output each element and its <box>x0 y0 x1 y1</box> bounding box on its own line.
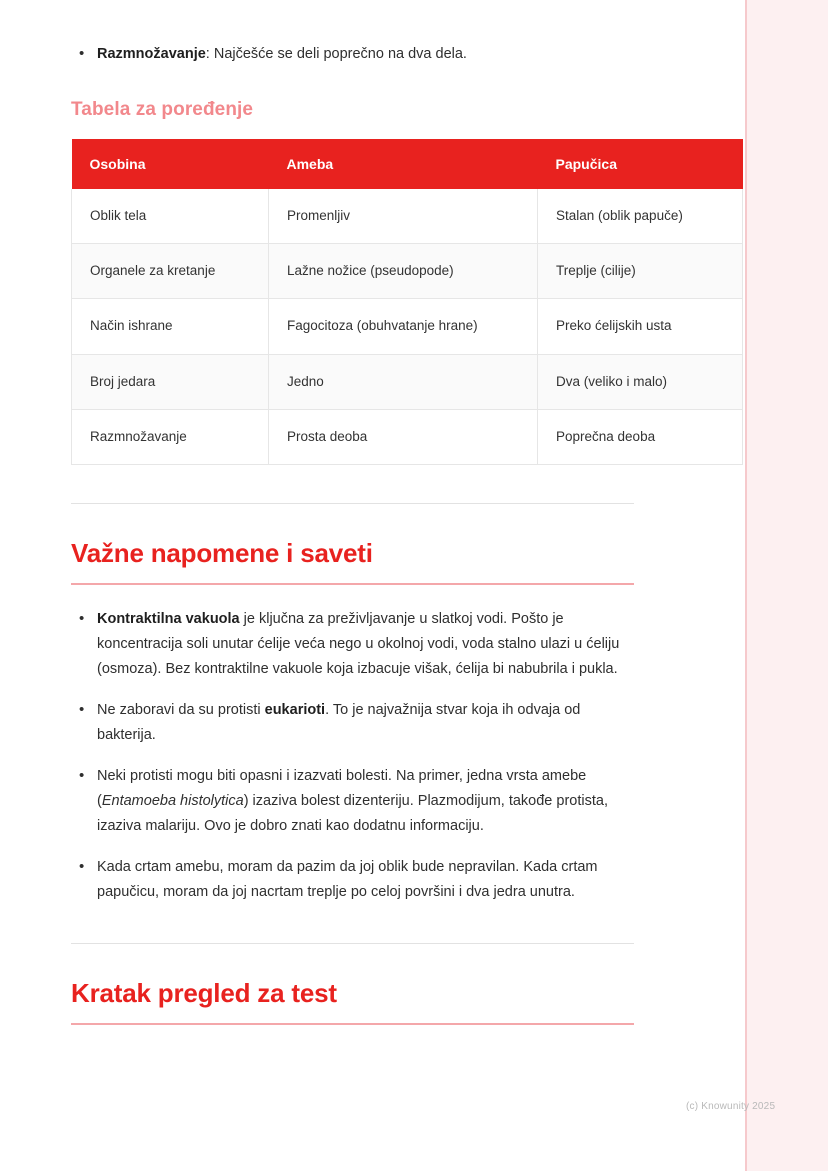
table-row <box>72 299 743 354</box>
table-cell: Broj jedara <box>72 354 269 409</box>
note-text-post: . To je najvažnija stvar koja ih odvaja od bakterija. <box>97 702 581 744</box>
note-lead-term: Kontraktilna vakuola <box>97 611 240 628</box>
table-cell: Fagocitoza (obuhvatanje hrane) <box>269 299 538 354</box>
table-row <box>72 410 743 465</box>
table-cell: Treplje (cilije) <box>538 244 743 299</box>
table-cell: Oblik tela <box>72 189 269 244</box>
table-cell: Jedno <box>269 354 538 409</box>
right-side-strip <box>745 0 828 1171</box>
section-divider <box>71 943 634 944</box>
table-cell: Stalan (oblik papuče) <box>538 189 743 244</box>
note-text: je ključna za preživljavanje u slatkoj vodi. Pošto je koncentracija soli unutar ćelije veća nego u okolnoj vodi, voda stalno ulazi u ćeliju (osmoza). Bez kontraktilne vakuole koja izbacuje višak, ćelija bi nabubrila i pukla. <box>97 611 620 678</box>
table-cell: Prosta deoba <box>269 410 538 465</box>
list-item <box>71 855 636 905</box>
note-text-pre: Neki protisti mogu biti opasni i izazvati bolesti. Na primer, jedna vrsta amebe ( <box>97 767 587 809</box>
copyright-note: (c) Knowunity 2025 <box>686 1101 776 1112</box>
list-item <box>71 607 636 682</box>
table-cell: Promenljiv <box>269 189 538 244</box>
table-header-row <box>72 139 743 189</box>
table-head <box>72 139 743 189</box>
table-cell: Preko ćelijskih usta <box>538 299 743 354</box>
table-cell: Organele za kretanje <box>72 244 269 299</box>
section-divider <box>71 503 634 504</box>
table-row <box>72 244 743 299</box>
intro-bullet-list <box>71 42 636 67</box>
list-item <box>71 764 636 839</box>
comparison-table <box>71 139 743 465</box>
notes-section-title: Važne napomene i saveti <box>71 538 373 569</box>
table-row <box>72 189 743 244</box>
note-bold-term: eukarioti <box>264 702 326 719</box>
table-cell: Dva (veliko i malo) <box>538 354 743 409</box>
notes-title-rule <box>71 583 634 585</box>
review-title-rule <box>71 1023 634 1025</box>
column-header-papucica: Papučica <box>538 139 743 189</box>
notes-list <box>71 607 636 904</box>
table-cell: Poprečna deoba <box>538 410 743 465</box>
table-cell: Razmnožavanje <box>72 410 269 465</box>
column-header-osobina: Osobina <box>72 139 269 189</box>
table-body <box>72 189 743 465</box>
column-header-ameba: Ameba <box>269 139 538 189</box>
note-text-pre: Ne zaboravi da su protisti <box>97 702 265 719</box>
document-content <box>71 0 683 1047</box>
intro-bullet-text: : Najčešće se deli poprečno na dva dela. <box>205 46 467 62</box>
table-cell: Lažne nožice (pseudopode) <box>269 244 538 299</box>
table-row <box>72 354 743 409</box>
note-italic-term: Entamoeba histolytica <box>101 792 244 809</box>
review-section-title: Kratak pregled za test <box>71 977 337 1008</box>
note-text: Kada crtam amebu, moram da pazim da joj oblik bude nepravilan. Kada crtam papučicu, moram da joj nacrtam treplje po celoj površini i dva jedra unutra. <box>97 858 598 900</box>
list-item <box>71 42 636 67</box>
table-cell: Način ishrane <box>72 299 269 354</box>
list-item <box>71 698 636 748</box>
note-text-post: ) izaziva bolest dizenteriju. Plazmodijum, takođe protista, izaziva malariju. Ovo je dobro znati kao dodatnu informaciju. <box>97 792 608 834</box>
table-section-heading: Tabela za poređenje <box>71 98 254 120</box>
intro-bullet-label: Razmnožavanje <box>97 46 206 62</box>
